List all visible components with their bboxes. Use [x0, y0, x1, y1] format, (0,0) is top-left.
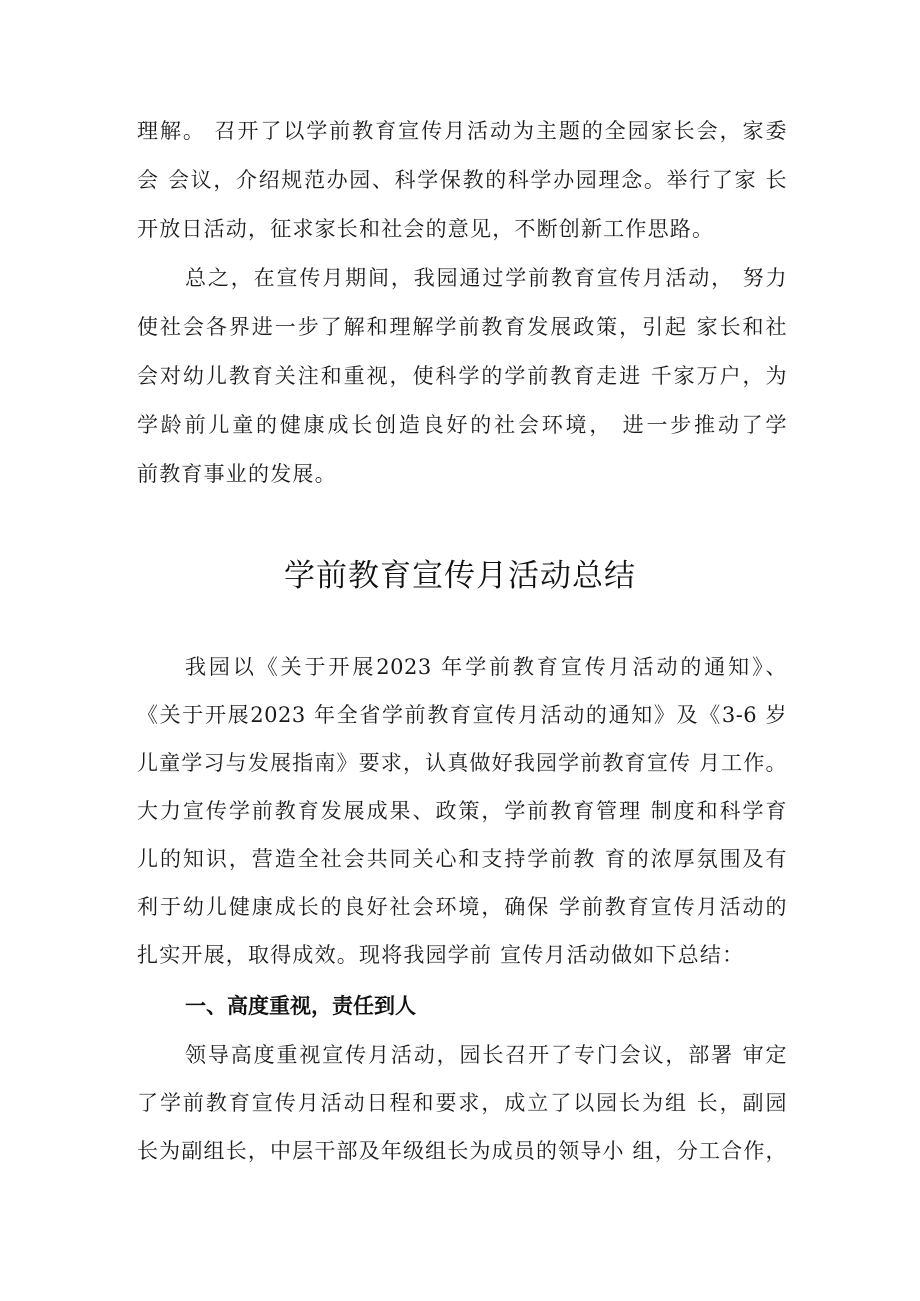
paragraph-line: 会对幼儿教育关注和重视，使科学的学前教育走进 千家万户，为 — [137, 364, 787, 388]
paragraph-line: 开放日活动，征求家长和社会的意见，不断创新工作思路。 — [137, 217, 715, 241]
paragraph-line: 理解。 召开了以学前教育宣传月活动为主题的全园家长会，家委 — [137, 119, 787, 143]
paragraph-line: 长为副组长，中层干部及年级组长为成员的领导小 组，分工合作， — [137, 1139, 787, 1163]
paragraph-line: 扎实开展，取得成效。现将我园学前 宣传月活动做如下总结： — [137, 943, 745, 967]
paragraph-line: 《关于开展2023 年全省学前教育宣传月活动的通知》及《3-6 岁 — [137, 703, 787, 727]
section-heading: 一、高度重视，责任到人 — [185, 994, 416, 1018]
paragraph-line: 前教育事业的发展。 — [137, 462, 337, 486]
paragraph-line: 我园以《关于开展2023 年学前教育宣传月活动的通知》、 — [185, 655, 787, 679]
paragraph-line: 大力宣传学前教育发展成果、政策，学前教育管理 制度和科学育 — [137, 799, 787, 823]
paragraph-line: 利于幼儿健康成长的良好社会环境，确保 学前教育宣传月活动的 — [137, 895, 787, 919]
document-title: 学前教育宣传月活动总结 — [284, 558, 636, 594]
paragraph-line: 总之，在宣传月期间，我园通过学前教育宣传月活动， 努力 — [185, 266, 787, 290]
paragraph-line: 学龄前儿童的健康成长创造良好的社会环境， 进一步推动了学 — [137, 413, 787, 437]
paragraph-line: 儿童学习与发展指南》要求，认真做好我园学前教育宣传 月工作。 — [137, 751, 787, 775]
paragraph-line: 了学前教育宣传月活动日程和要求，成立了以园长为组 长，副园 — [137, 1091, 787, 1115]
paragraph-line: 使社会各界进一步了解和理解学前教育发展政策，引起 家长和社 — [137, 315, 787, 339]
paragraph-line: 领导高度重视宣传月活动，园长召开了专门会议，部署 审定 — [185, 1043, 787, 1067]
paragraph-line: 儿的知识，营造全社会共同关心和支持学前教 育的浓厚氛围及有 — [137, 847, 787, 871]
paragraph-line: 会 会议，介绍规范办园、科学保教的科学办园理念。举行了家 长 — [137, 168, 787, 192]
